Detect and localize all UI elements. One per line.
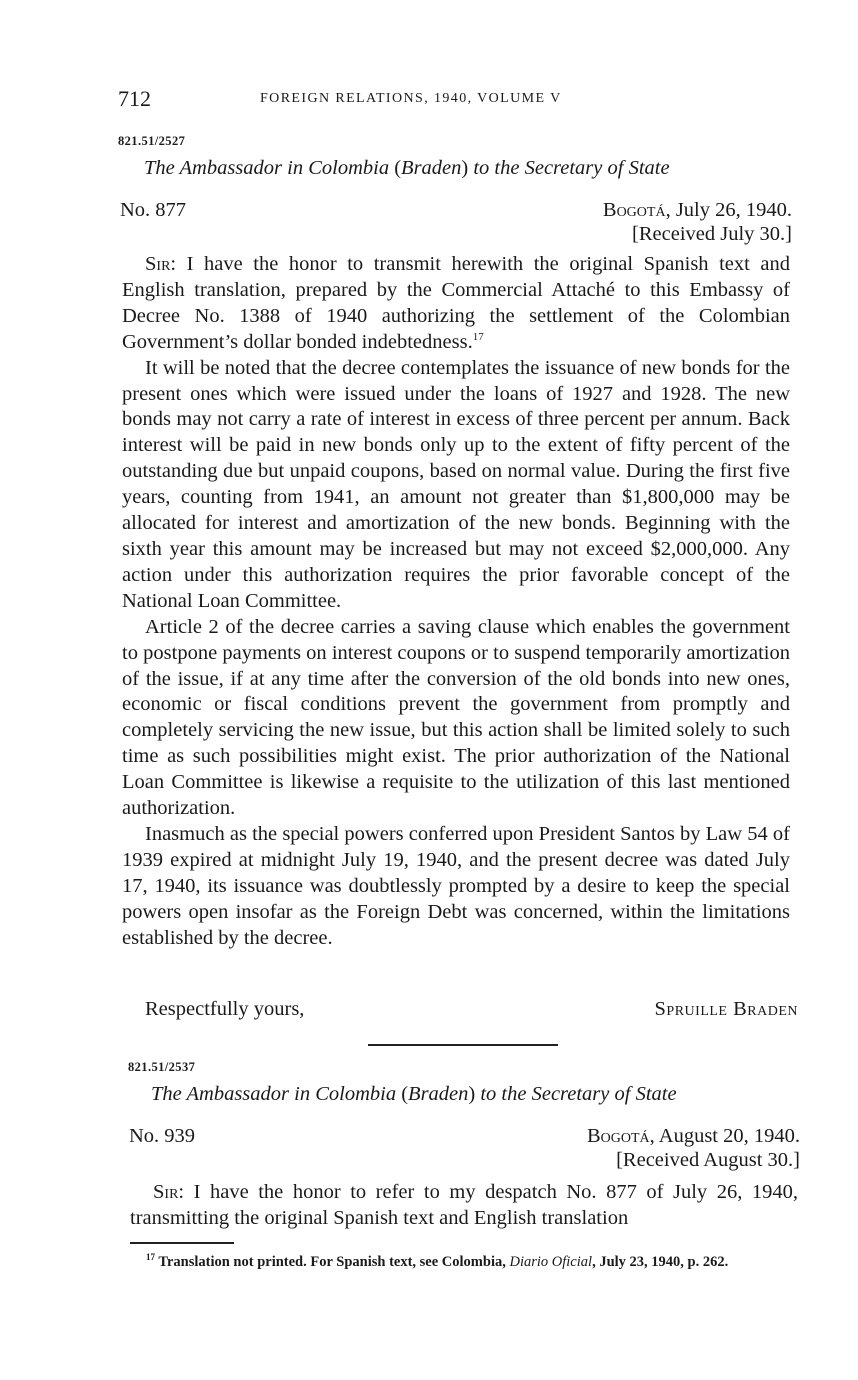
running-head: FOREIGN RELATIONS, 1940, VOLUME V — [260, 91, 562, 106]
section-divider — [368, 1044, 558, 1046]
doc1-body — [122, 252, 790, 951]
doc1-title-paren-open: ( — [394, 157, 402, 179]
doc1-salutation: Sir — [145, 253, 171, 275]
footnote-text-end: , July 23, 1940, p. 262. — [592, 1254, 729, 1270]
doc1-title-part-a: The Ambassador in Colombia — [144, 157, 395, 179]
doc1-closing: Respectfully yours, — [145, 998, 305, 1020]
footnote — [130, 1254, 806, 1271]
doc1-p1-text: : I have the honor to transmit herewith the original Spanish text and English translation, prepared by the Commercial Attaché to this Embassy of Decree No. 1388 of 1940 authorizing the settlement of the Colombian Government’s dollar bonded indebtedness. — [122, 253, 790, 353]
doc2-paragraph — [130, 1180, 798, 1232]
footnote-number: 17 — [146, 1252, 155, 1262]
doc1-paragraph: It will be noted that the decree contemplates the issuance of new bonds for the present ones which were issued under the loans of 1927 and 1928. The new bonds may not carry a rate of interest in excess of three percent per annum. Back interest will be paid in new bonds only up to the extent of fifty percent of the outstanding due but unpaid coupons, based on normal value. During the first five years, counting from 1941, an amount not greater than $1,800,000 may be allocated for interest and amortization of the new bonds. Beginning with the sixth year this amount may be increased but may not exceed $2,000,000. Any action under this authorization requires the prior favorable concept of the National Loan Committee. — [122, 356, 790, 612]
page-header — [118, 86, 798, 116]
doc2-title-paren-open: ( — [401, 1083, 409, 1105]
doc1-file-number: 821.51/2527 — [118, 134, 186, 148]
doc2-title-part-a: The Ambassador in Colombia — [151, 1083, 402, 1105]
page-number: 712 — [118, 86, 151, 111]
doc1-despatch-number: No. 877 — [120, 199, 187, 221]
doc1-dateline — [603, 199, 792, 222]
doc1-paragraph: Article 2 of the decree carries a saving clause which enables the government to postpone payments on interest coupons or to suspend temporarily amortization of the issue, if at any time after the conversion of the old bonds into new ones, economic or fiscal conditions prevent the government from promptly and completely servicing the new issue, but this action shall be limited solely to such time as such possibilities might exist. The prior authorization of the National Loan Committee is likewise a requisite to the utilization of this last mentioned authorization. — [122, 615, 790, 820]
doc2-despatch-number: No. 939 — [129, 1125, 196, 1147]
doc2-title-part-c: to the Secretary of State — [475, 1083, 677, 1105]
doc1-title — [144, 157, 670, 180]
doc1-title-paren-close: ) — [461, 157, 469, 179]
doc1-title-part-c: to the Secretary of State — [468, 157, 670, 179]
doc1-paragraph — [122, 252, 790, 356]
doc1-title-person: Braden — [401, 157, 462, 179]
doc2-dateline — [587, 1125, 800, 1148]
doc1-signature: Spruille Braden — [654, 998, 798, 1020]
footnote-source: Diario Oficial — [509, 1254, 593, 1270]
doc2-received: [Received August 30.] — [616, 1149, 800, 1171]
footnote-reference: 17 — [472, 330, 484, 343]
doc1-date: , July 26, 1940. — [665, 199, 792, 221]
footnote-text: Translation not printed. For Spanish text, see Colombia, — [155, 1254, 510, 1270]
doc1-received: [Received July 30.] — [632, 223, 792, 245]
doc2-title-paren-close: ) — [468, 1083, 476, 1105]
doc2-file-number: 821.51/2537 — [128, 1060, 196, 1074]
doc2-title — [151, 1083, 677, 1106]
footnote-rule — [130, 1242, 234, 1244]
doc2-place: Bogotá — [586, 1125, 650, 1147]
doc2-p1-text: : I have the honor to refer to my despatch No. 877 of July 26, 1940, transmitting the original Spanish text and English translation — [130, 1181, 798, 1229]
doc1-paragraph: Inasmuch as the special powers conferred upon President Santos by Law 54 of 1939 expired at midnight July 19, 1940, and the present decree was dated July 17, 1940, its issuance was doubtlessly prompted by a desire to keep the special powers open insofar as the Foreign Debt was concerned, within the limitations established by the decree. — [122, 822, 790, 949]
doc2-salutation: Sir — [153, 1181, 179, 1203]
doc2-body — [130, 1180, 798, 1232]
doc2-date: , August 20, 1940. — [649, 1125, 800, 1147]
doc2-title-person: Braden — [408, 1083, 469, 1105]
doc1-place: Bogotá — [602, 199, 666, 221]
